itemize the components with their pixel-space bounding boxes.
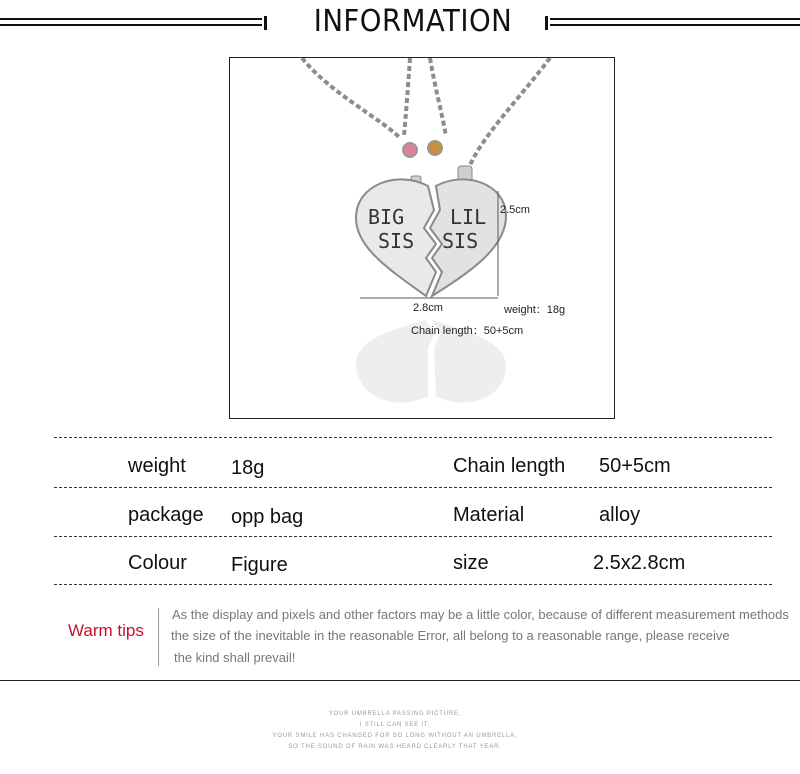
spec-value-colour: Figure bbox=[231, 554, 288, 576]
footer-line: YOUR SMILE HAS CHANGED FOR SO LONG WITHOUT AN UMBRELLA, bbox=[272, 733, 518, 739]
spec-label-package: package bbox=[128, 504, 204, 526]
footer-line: YOUR UMBRELLA PASSING PICTURE, bbox=[328, 711, 462, 717]
spec-value-weight: 18g bbox=[231, 457, 265, 479]
product-image bbox=[229, 57, 615, 419]
warm-tips-divider bbox=[158, 608, 159, 666]
pendant-right-engraving bbox=[442, 205, 486, 253]
necklace-illustration bbox=[230, 58, 614, 418]
spec-label-material: Material bbox=[453, 504, 525, 526]
table-divider bbox=[54, 536, 772, 537]
page-title: INFORMATION bbox=[313, 4, 513, 39]
pendant-right-word-2: SIS bbox=[442, 229, 479, 253]
spec-value-chain-length: 50+5cm bbox=[599, 455, 671, 477]
spec-value-package: opp bag bbox=[231, 506, 304, 528]
spec-value-material: alloy bbox=[599, 504, 641, 526]
table-divider bbox=[54, 584, 772, 585]
pendant-left-word-2: SIS bbox=[378, 229, 415, 253]
footer-line: SO THE SOUND OF RAIN WAS HEARD CLEARLY THAT YEAR. bbox=[288, 744, 502, 750]
table-divider bbox=[54, 437, 772, 438]
table-divider bbox=[54, 487, 772, 488]
section-divider bbox=[0, 680, 800, 681]
weight-label: weight：18g bbox=[504, 304, 566, 316]
warm-tips-label: Warm tips bbox=[68, 621, 144, 640]
spec-label-size: size bbox=[453, 552, 489, 574]
warm-tips-line: the kind shall prevail! bbox=[174, 650, 296, 665]
spec-label-colour: Colour bbox=[128, 552, 187, 574]
footer-line: I STILL CAN SEE IT, bbox=[359, 722, 431, 728]
pendant-left-engraving bbox=[368, 205, 414, 253]
chain-length-label: Chain length：50+5cm bbox=[411, 325, 524, 337]
warm-tips-line: As the display and pixels and other factors may be a little color, because of different measurement methods bbox=[172, 607, 789, 622]
height-dimension-label: 2.5cm bbox=[500, 204, 530, 216]
spec-value-size: 2.5x2.8cm bbox=[593, 552, 686, 574]
width-dimension-label: 2.8cm bbox=[413, 302, 443, 314]
spec-label-chain-length: Chain length bbox=[453, 455, 566, 477]
warm-tips-line: the size of the inevitable in the reasonable Error, all belong to a reasonable range, please receive bbox=[171, 628, 730, 643]
spec-label-weight: weight bbox=[128, 455, 186, 477]
pendant-right-word-1: LIL bbox=[450, 205, 487, 229]
pendant-left-word-1: BIG bbox=[368, 205, 405, 229]
